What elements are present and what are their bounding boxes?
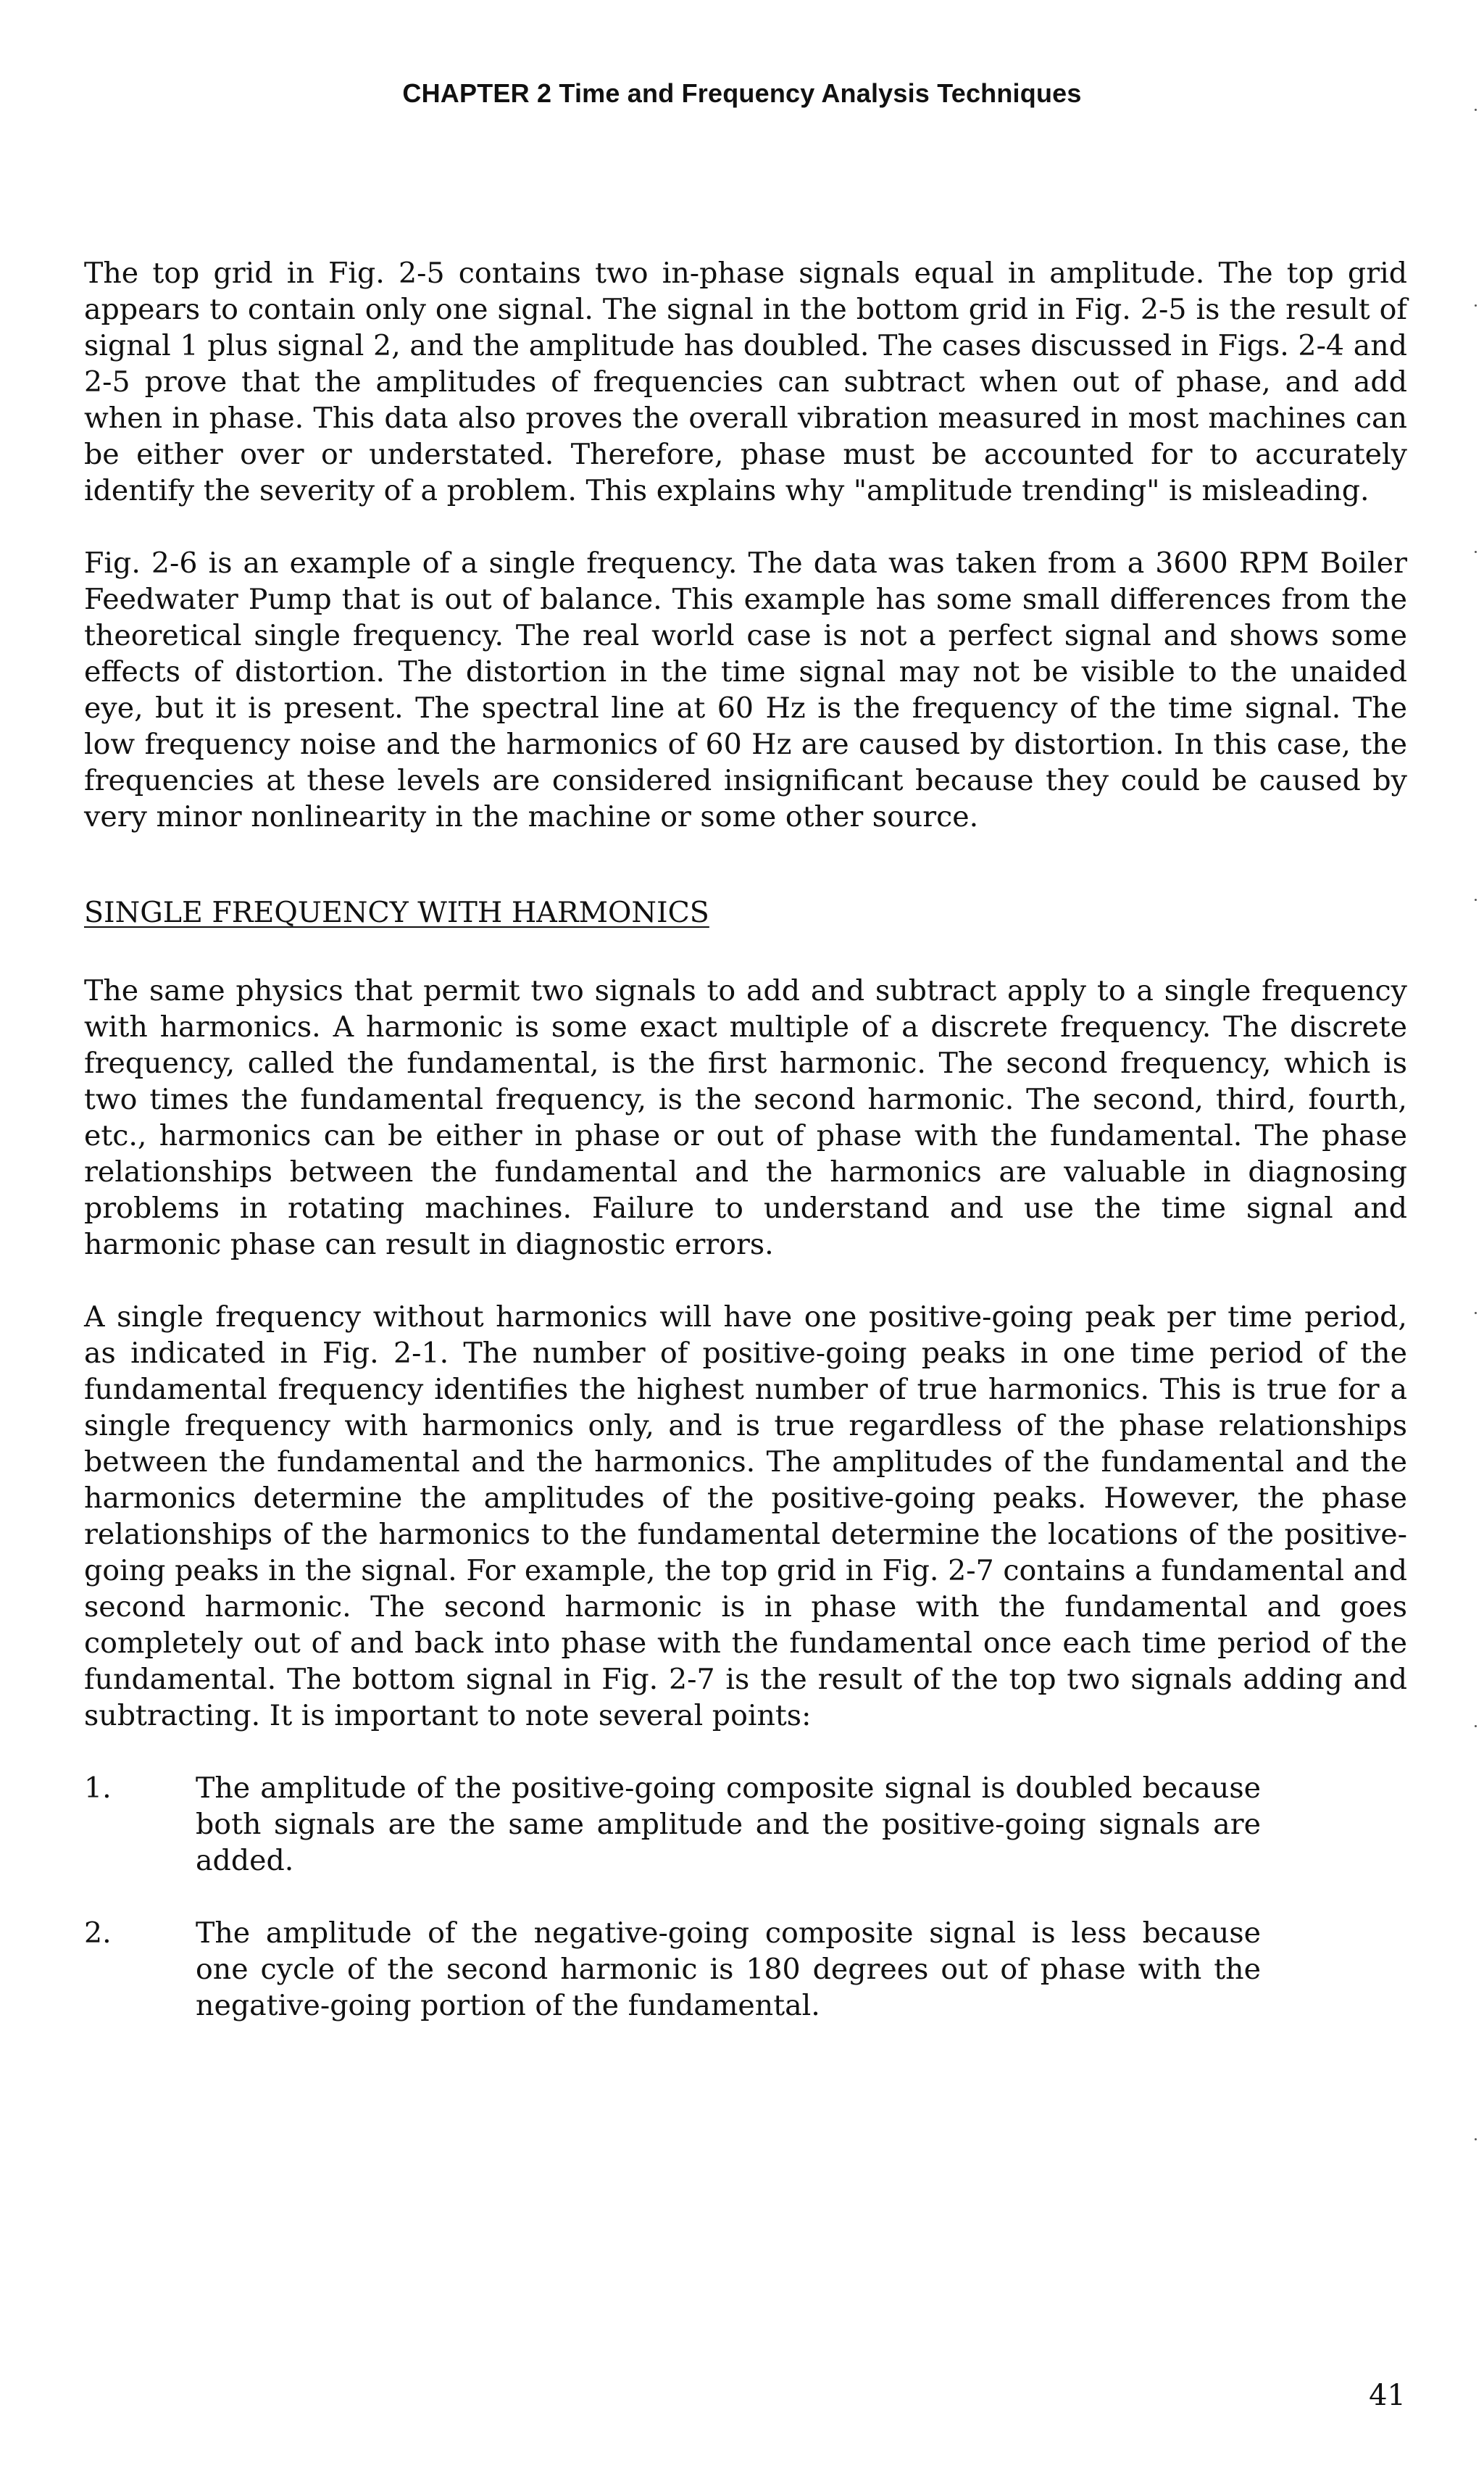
paragraph-positive-peaks: A single frequency without harmonics will have one positive-going peak per time period, as indicated in Fig. 2-1. The number of positive-going peaks in one time period of the fundamental frequency identifies the highest number of true harmonics. This is true for a single frequency with harmonics only, and is true regardless of the phase relationships between the fundamental and the harmonics. The amplitudes of the fundamental and the harmonics determine the amplitudes of the positive-going peaks. However, the phase relationships of the harmonics to the fundamental determine the locations of the positive-going peaks in the signal. For example, the top grid in Fig. 2-7 contains a fundamental and second harmonic. The second harmonic is in phase with the fundamental and goes completely out of and back into phase with the fundamental once each time period of the fundamental. The bottom signal in Fig. 2-7 is the result of the top two signals adding and subtracting. It is important to note several points: [84,1300,1407,1732]
paragraph-phase-addition: The top grid in Fig. 2-5 contains two in-phase signals equal in amplitude. The top grid appears to contain only one signal. The signal in the bottom grid in Fig. 2-5 is the result of signal 1 plus signal 2, and the amplitude has doubled. The cases discussed in Figs. 2-4 and 2-5 prove that the amplitudes of frequencies can subtract when out of phase, and add when in phase. This data also proves the overall vibration measured in most machines can be either over or understated. Therefore, phase must be accounted for to accurately identify the severity of a problem. This explains why "amplitude trending" is misleading. [84,257,1407,507]
list-item-number: 2. [84,1916,112,1950]
section-heading: SINGLE FREQUENCY WITH HARMONICS [84,896,709,929]
list-item-text: The amplitude of the positive-going composite signal is doubled because both signals are the same amplitude and the positive-going signals are added. [196,1771,1261,1877]
scan-edge-mark [1475,899,1477,901]
list-item [84,1770,1407,1879]
scan-edge-mark [1475,304,1477,307]
paragraph-single-frequency-example: Fig. 2-6 is an example of a single frequency. The data was taken from a 3600 RPM Boiler Feedwater Pump that is out of balance. This example has some small differences from the theoretical single frequency. The real world case is not a perfect signal and shows some effects of distortion. The distortion in the time signal may not be visible to the unaided eye, but it is present. The spectral line at 60 Hz is the frequency of the time signal. The low frequency noise and the harmonics of 60 Hz are caused by distortion. In this case, the frequencies at these levels are considered insignificant because they could be caused by very minor nonlinearity in the machine or some other source. [84,547,1407,834]
body-text [84,255,1407,2060]
list-item-number: 1. [84,1771,112,1805]
scan-edge-mark [1475,1725,1477,1727]
list-item [84,1915,1407,2024]
scan-edge-mark [1475,1312,1477,1314]
scan-edge-mark [1475,2138,1477,2140]
paragraph-harmonics-intro: The same physics that permit two signals to add and subtract apply to a single frequency with harmonics. A harmonic is some exact multiple of a discrete frequency. The discrete frequency, called the fundamental, is the first harmonic. The second frequency, which is two times the fundamental frequency, is the second harmonic. The second, third, fourth, etc., harmonics can be either in phase or out of phase with the fundamental. The phase relationships between the fundamental and the harmonics are valuable in diagnosing problems in rotating machines. Failure to understand and use the time signal and harmonic phase can result in diagnostic errors. [84,974,1407,1261]
running-head: CHAPTER 2 Time and Frequency Analysis Techniques [402,78,1082,108]
page-number: 41 [1369,2379,1406,2412]
scan-edge-mark [1475,109,1477,111]
list-item-text: The amplitude of the negative-going composite signal is less because one cycle of the second harmonic is 180 degrees out of phase with the negative-going portion of the fundamental. [196,1916,1261,2022]
scan-edge-mark [1475,551,1477,553]
